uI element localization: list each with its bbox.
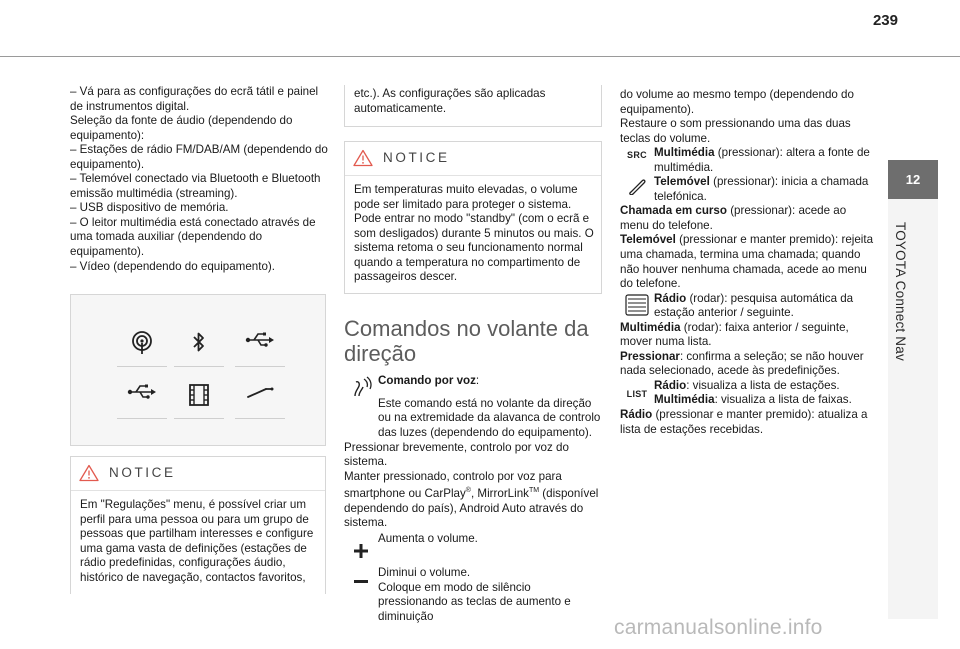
column-2 [344,85,602,624]
section-title: Comandos no volante da direção [344,315,589,366]
list-item-radio: LIST Rádio: visualiza a lista de estações. Multimédia: visualiza a lista de faixas. [620,379,878,408]
aux-cable-icon [239,383,281,419]
page-number: 239 [872,12,898,29]
header-rule [0,56,960,57]
voice-colon: : [475,373,480,387]
chapter-title: TOYOTA Connect Nav [893,222,908,361]
notice-title: NOTICE [109,464,176,480]
notice-text: Em "Regulações" menu, é possível criar um perfil para uma pessoa ou para um grupo de pessoas que partilham interesses e configure uma gama vasta de definições (estações de rádio predefinidas, configurações áudio, histórico de navegação, contactos favoritos, [80,498,314,584]
radio-wheel-item: Rádio (rodar): pesquisa automática da estação anterior / seguinte. [620,292,878,321]
thumbwheel-icon [620,292,654,316]
bluetooth-icon [178,331,220,367]
notice-title: NOTICE [383,149,450,165]
warning-icon [353,149,373,167]
voice-command-icon [344,374,378,398]
volume-down-text: Diminui o volume. [378,565,471,579]
voice-text-2: Pressionar brevemente, controlo por voz do sistema. [344,440,569,469]
text-line: – Telemóvel conectado via Bluetooth e Bluetooth emissão multimédia (streaming). [70,172,321,200]
list-hold-text: Rádio (pressionar e manter premido): atualiza a lista de estações recebidas. [620,408,868,436]
text-line: – USB dispositivo de memória. [70,201,229,215]
notice-text: etc.). As configurações são aplicadas automaticamente. [354,87,546,115]
video-icon [178,383,220,419]
notice-box-temperature [344,141,602,294]
column-3 [620,88,878,437]
usb-icon [121,383,163,419]
phone-hold-text: Telemóvel (pressionar e manter premido): rejeita uma chamada, termina uma chamada; quando não houver nenhuma chamada, acede ao menu do telefone. [620,233,874,291]
minus-icon [344,566,378,584]
notice-header [71,457,325,491]
text-line: – Estações de rádio FM/DAB/AM (dependendo do equipamento). [70,143,328,171]
notice-header [345,142,601,176]
phone-icon [620,175,654,195]
multimedia-wheel-text: Multimédia (rodar): faixa anterior / seguinte, mover numa lista. [620,320,849,349]
volume-up-item [344,532,602,558]
text-line: Restaure o som pressionando uma das duas teclas do volume. [620,117,851,145]
volume-up-text: Aumenta o volume. [378,531,478,545]
phone-item: Telemóvel (pressionar): inicia a chamada telefónica. [620,175,878,204]
voice-text-3: Manter pressionado, controlo por voz para smartphone ou CarPlay®, MirrorLink™ (disponível dependendo do país), Android Auto através do sistema. [344,469,599,530]
list-button-icon: LIST [626,388,648,399]
text-line: – O leitor multimédia está conectado através de uma tomada auxiliar (dependendo do equipamento). [70,215,316,259]
mute-text: Coloque em modo de silêncio pressionando as teclas de aumento e diminuição [378,580,571,623]
text-line: Seleção da fonte de áudio (dependendo do equipamento): [70,114,293,142]
voice-command-item [344,374,602,398]
column-1 [70,85,328,274]
usb-icon [239,331,281,367]
plus-icon [344,532,378,558]
call-in-progress-text: Chamada em curso (pressionar): acede ao menu do telefone. [620,204,847,232]
radio-icon [121,331,163,367]
text-line: – Vá para as configurações do ecrã tátil e painel de instrumentos digital. [70,85,319,113]
source-icons-panel [70,294,326,446]
chapter-tab[interactable]: 12 [888,160,938,199]
notice-box-continuation [344,85,602,127]
text-line: do volume ao mesmo tempo (dependendo do equipamento). [620,88,854,116]
press-text: Pressionar: confirma a seleção; se não houver nada selecionado, acede às predefinições. [620,349,864,378]
warning-icon [79,464,99,482]
voice-text-1: Este comando está no volante da direção ou na extremidade da alavanca de controlo das luzes (dependendo do equipamento). [378,396,601,440]
voice-command-label: Comando por voz [378,373,476,387]
src-button-icon: SRC [627,150,647,161]
src-item: SRC Multimédia (pressionar): altera a fonte de multimédia. [620,146,878,175]
watermark: carmanualsonline.info [614,616,823,639]
notice-text: Em temperaturas muito elevadas, o volume pode ser limitado para proteger o sistema. Pode entrar no modo "standby" (com o ecrã e som desligados) durante 5 minutos ou mais. O sistema retoma o seu funcionamento normal quando a temperatura no compartimento de passageiros descer. [354,183,594,284]
notice-box-profiles [70,456,326,594]
text-line: – Vídeo (dependendo do equipamento). [70,259,275,273]
